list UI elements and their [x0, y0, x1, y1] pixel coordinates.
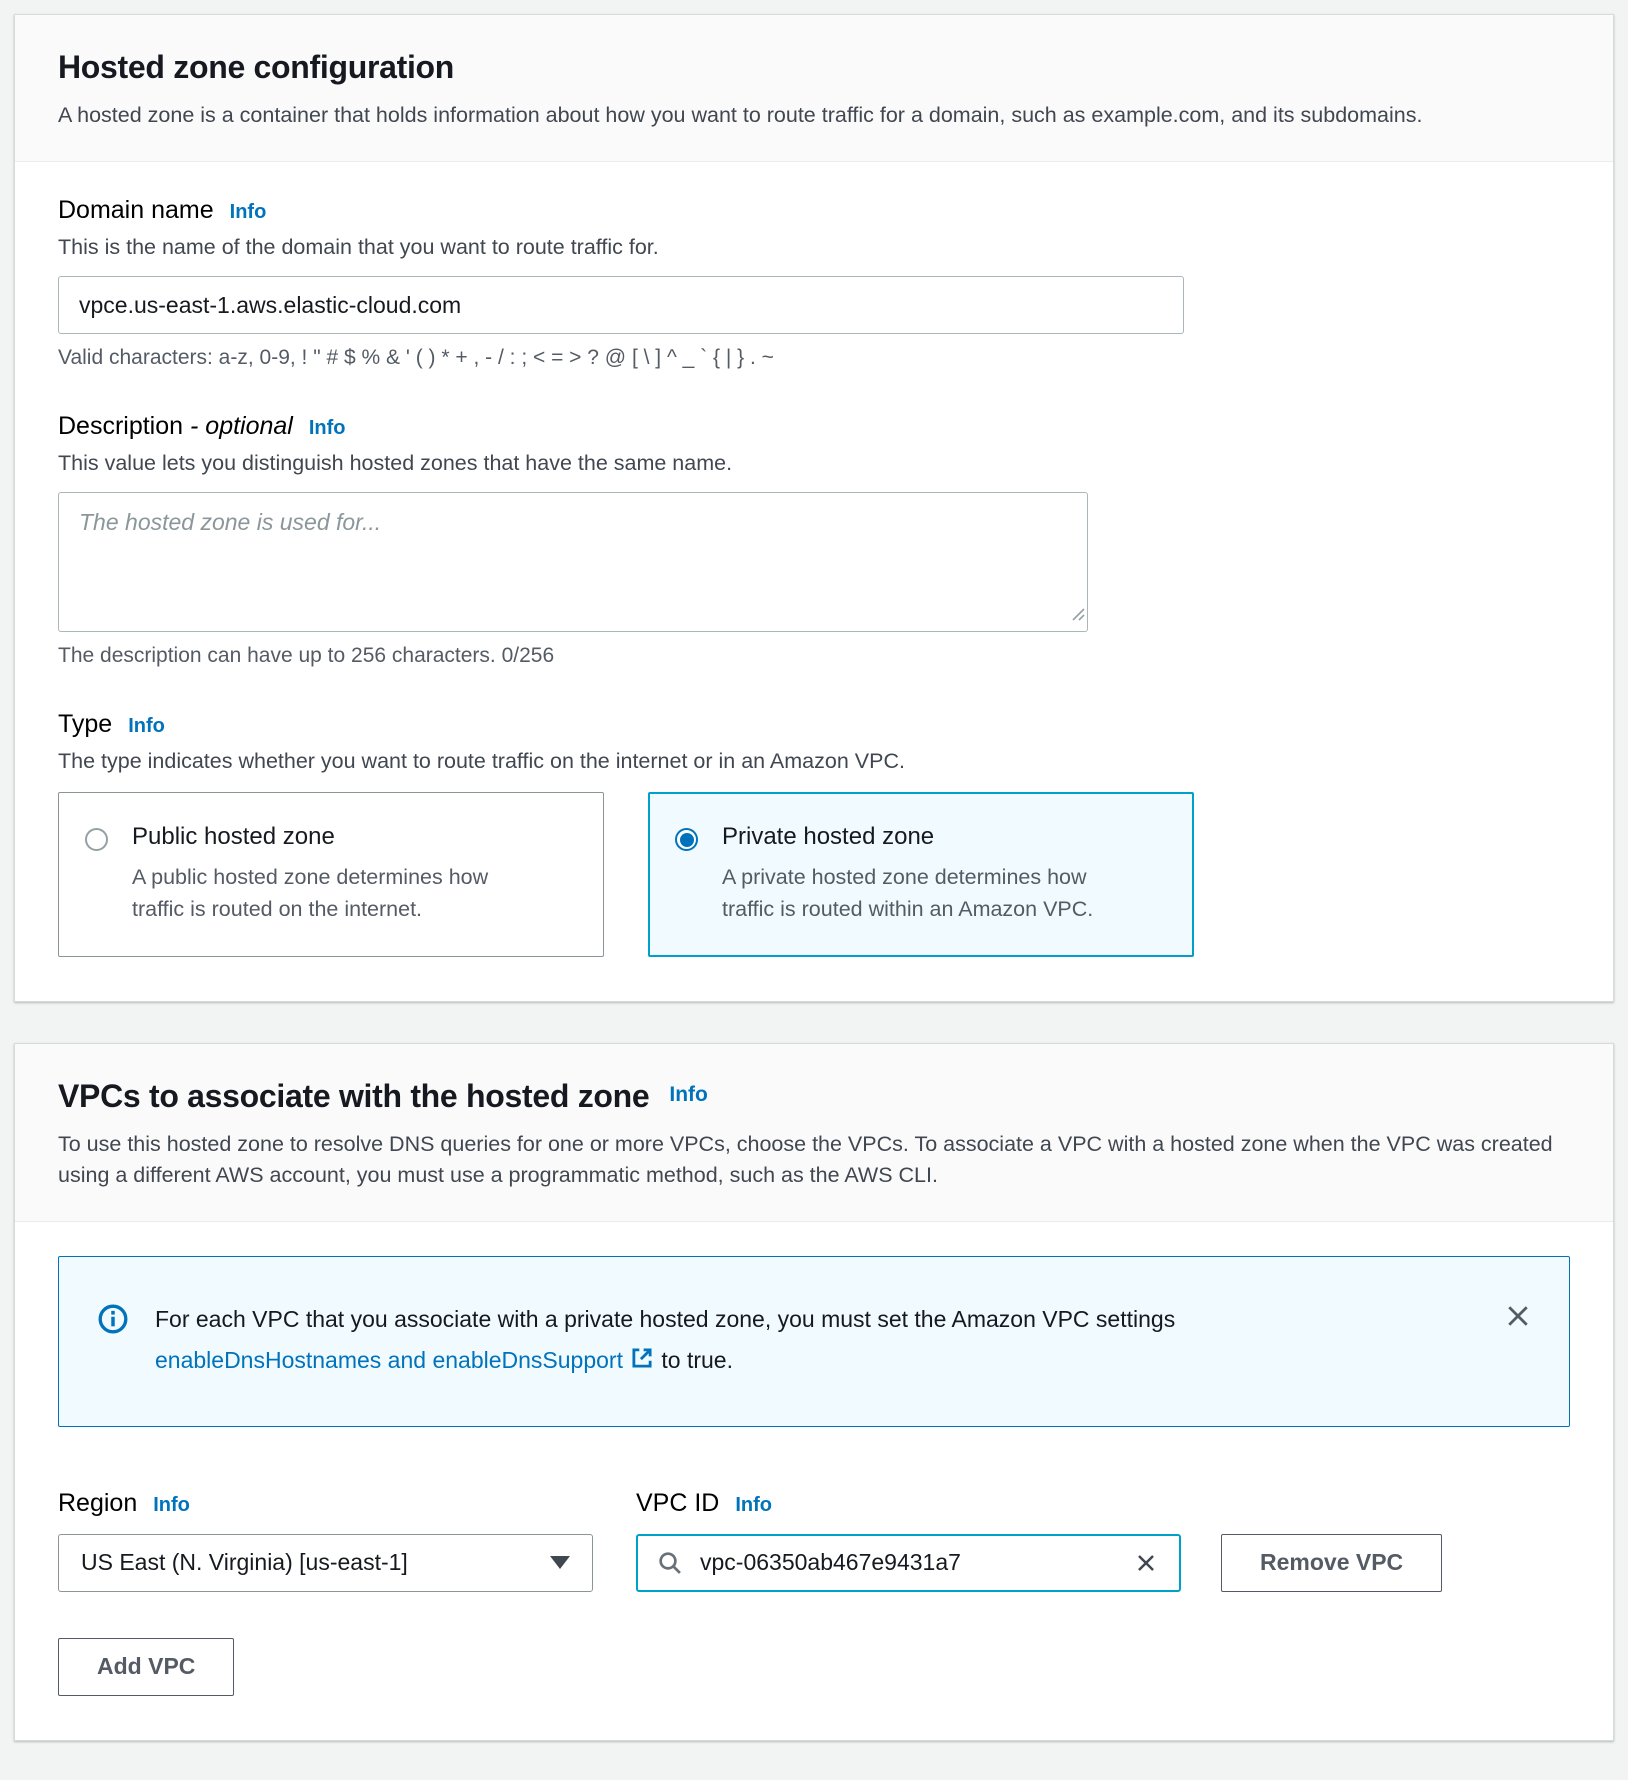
public-hosted-zone-radio[interactable] [85, 828, 108, 851]
private-hosted-zone-tile-text [722, 823, 1114, 926]
public-hosted-zone-tile[interactable] [58, 792, 604, 957]
info-alert-text [155, 1299, 1305, 1384]
region-selected-option: US East (N. Virginia) [us-east-1] [81, 1549, 408, 1576]
public-hosted-zone-description: A public hosted zone determines how traffic is routed on the internet. [132, 865, 489, 922]
hosted-zone-card-description: A hosted zone is a container that holds information about how you want to route traffic for a domain, such as example.com, and its subdomains. [58, 103, 1423, 127]
domain-name-info-link[interactable]: Info [229, 201, 267, 224]
hosted-zone-card-body [15, 162, 1613, 1001]
enable-dns-settings-link[interactable] [155, 1347, 655, 1373]
description-info-link[interactable]: Info [308, 417, 346, 440]
vpc-id-label: VPC ID [636, 1488, 720, 1517]
description-textarea[interactable] [58, 492, 1088, 632]
domain-name-label: Domain name [58, 196, 214, 225]
region-select[interactable] [58, 1534, 593, 1592]
vpc-id-input[interactable] [698, 1548, 1117, 1577]
vpc-id-info-link[interactable]: Info [735, 1493, 773, 1516]
private-hosted-zone-title: Private hosted zone [722, 823, 935, 851]
hosted-zone-configuration-card [14, 14, 1614, 1002]
alert-link-text: enableDnsHostnames and enableDnsSupport [155, 1346, 623, 1373]
private-hosted-zone-description: A private hosted zone determines how traffic is routed within an Amazon VPC. [722, 865, 1094, 922]
domain-name-constraint: Valid characters: a-z, 0-9, ! " # $ % & ' ( ) * + , - / : ; < = > ? @ [ \ ] ^ _ ` { | } . ~ [58, 346, 774, 370]
description-constraint: The description can have up to 256 characters. 0/256 [58, 644, 555, 668]
textarea-resize-handle-icon[interactable] [1069, 605, 1085, 626]
hosted-zone-card-title: Hosted zone configuration [58, 49, 455, 85]
page-bottom-spacer [0, 1741, 1628, 1755]
type-label: Type [58, 710, 113, 739]
region-label: Region [58, 1488, 138, 1517]
vpcs-to-associate-card [14, 1043, 1614, 1741]
alert-text-before-link: For each VPC that you associate with a private hosted zone, you must set the Amazon VPC settings [155, 1306, 1176, 1333]
type-help: The type indicates whether you want to route traffic on the internet or in an Amazon VPC. [58, 749, 905, 774]
vpc-card-description: To use this hosted zone to resolve DNS queries for one or more VPCs, choose the VPCs. To associate a VPC with a hosted zone when the VPC was created using a different AWS account, you must use a programmatic method, such as the AWS CLI. [58, 1131, 1553, 1187]
type-radio-group [58, 792, 1570, 957]
vpc-card-info-link[interactable]: Info [669, 1082, 708, 1106]
type-info-link[interactable]: Info [128, 715, 165, 738]
search-icon [656, 1549, 684, 1577]
clear-input-icon[interactable] [1131, 1548, 1161, 1578]
add-vpc-button[interactable]: Add VPC [58, 1638, 234, 1696]
description-optional-text: - optional [190, 412, 293, 441]
vpc-association-row [58, 1489, 1570, 1592]
type-field [58, 710, 1570, 957]
external-link-icon [629, 1350, 655, 1376]
domain-name-field [58, 196, 1570, 370]
chevron-down-icon [550, 1556, 570, 1569]
remove-vpc-button[interactable]: Remove VPC [1221, 1534, 1442, 1592]
domain-name-help: This is the name of the domain that you want to route traffic for. [58, 235, 659, 260]
private-hosted-zone-tile[interactable] [648, 792, 1194, 957]
vpc-id-field [636, 1489, 1181, 1592]
alert-text-after-link: to true. [661, 1346, 733, 1373]
region-info-link[interactable]: Info [153, 1493, 190, 1516]
hosted-zone-card-header [15, 15, 1613, 162]
region-field [58, 1489, 593, 1592]
description-label-text: Description [58, 412, 184, 441]
vpc-id-search-box [636, 1534, 1181, 1592]
public-hosted-zone-title: Public hosted zone [132, 823, 335, 851]
info-alert [58, 1256, 1570, 1427]
public-hosted-zone-tile-text [132, 823, 524, 926]
alert-close-icon[interactable] [1499, 1297, 1537, 1335]
description-label [58, 412, 293, 440]
vpc-card-header [15, 1044, 1613, 1222]
domain-name-input[interactable] [58, 276, 1184, 334]
vpc-card-title: VPCs to associate with the hosted zone [58, 1077, 650, 1114]
description-help: This value lets you distinguish hosted zones that have the same name. [58, 451, 733, 476]
description-field [58, 412, 1570, 668]
vpc-card-body [15, 1222, 1613, 1740]
info-circle-icon [97, 1303, 129, 1384]
private-hosted-zone-radio[interactable] [675, 828, 698, 851]
